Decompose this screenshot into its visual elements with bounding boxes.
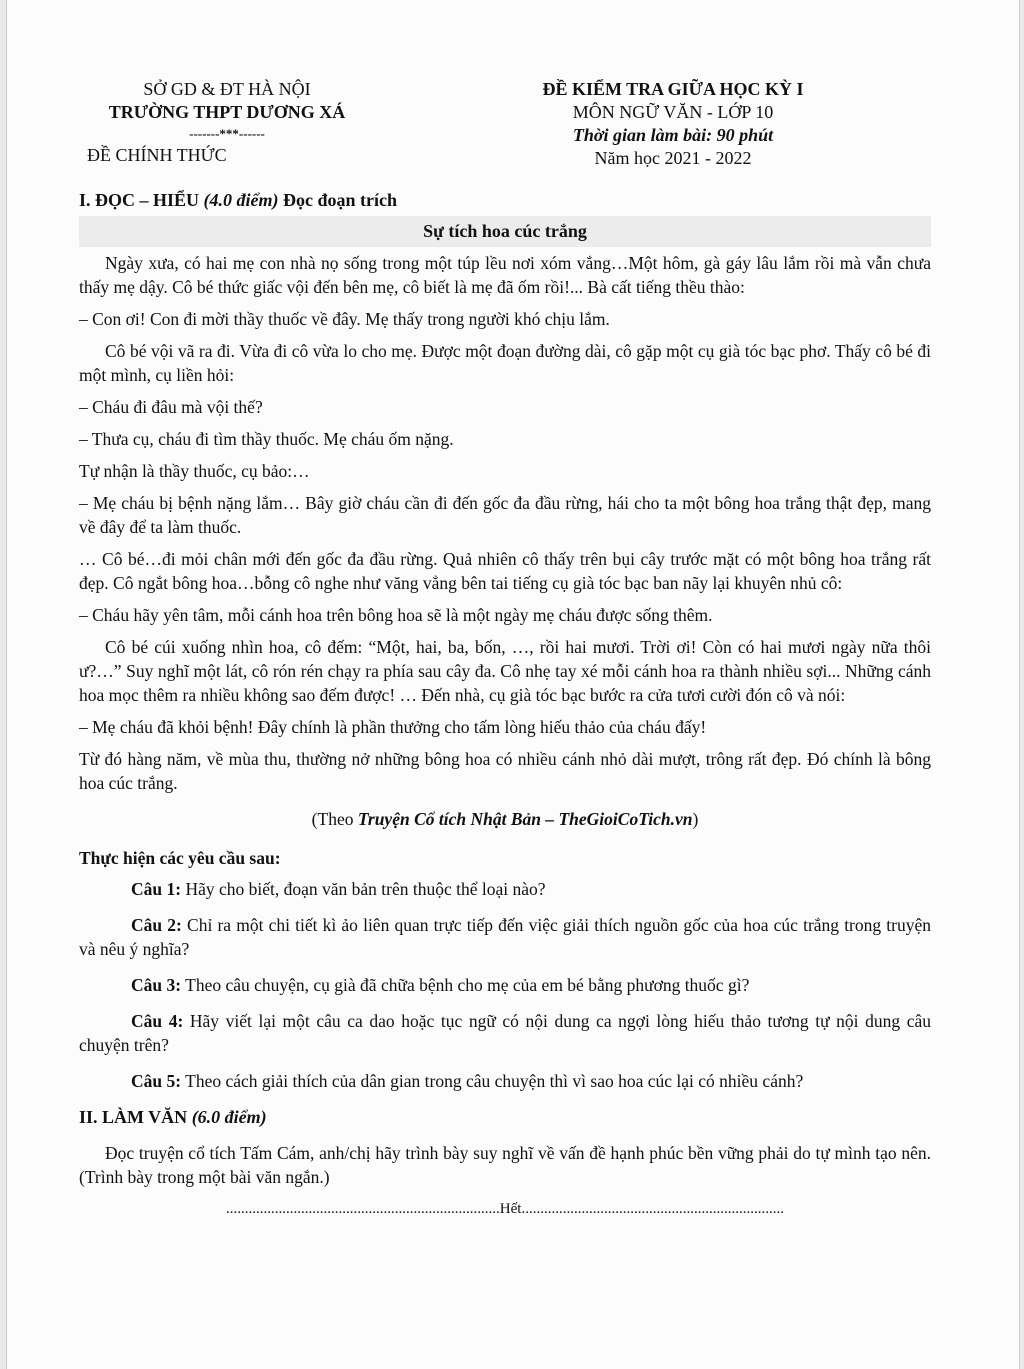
question-4	[79, 1009, 931, 1057]
question-1	[79, 877, 931, 901]
story-paragraph: Từ đó hàng năm, về mùa thu, thường nở những bông hoa có nhiều cánh nhỏ dài mượt, trông rất đẹp. Đó chính là bông hoa cúc trắng.	[79, 749, 931, 793]
duration-line: Thời gian làm bài: 90 phút	[572, 125, 774, 145]
school-name: TRƯỜNG THPT DƯƠNG XÁ	[108, 102, 346, 122]
question-3	[79, 973, 931, 997]
question-text: Theo câu chuyện, cụ già đã chữa bệnh cho mẹ của em bé bằng phương thuốc gì?	[181, 975, 750, 995]
question-label: Câu 3:	[131, 975, 182, 995]
source-prefix: (Theo	[311, 809, 358, 829]
section-1-instruction: Đọc đoạn trích	[283, 190, 397, 210]
story-source	[79, 809, 931, 830]
story-paragraph: Tự nhận là thầy thuốc, cụ bảo:…	[79, 461, 310, 481]
section-2-title: II. LÀM VĂN	[79, 1107, 188, 1127]
essay-prompt: Đọc truyện cổ tích Tấm Cám, anh/chị hãy trình bày suy nghĩ về vấn đề hạnh phúc bền vững phải do tự mình tạo nên. (Trình bày trong một bài văn ngắn.)	[79, 1143, 931, 1187]
official-label: ĐỀ CHÍNH THỨC	[87, 145, 227, 165]
story-paragraph: Ngày xưa, có hai mẹ con nhà nọ sống trong một túp lều nơi xóm vắng…Một hôm, gà gáy lâu lắm rồi mà vẫn chưa thấy mẹ dậy. Cô bé thức giấc vội đến bên mẹ, cô biết là mẹ đã ốm rồi!... Bà cất tiếng thều thào:	[79, 253, 931, 297]
tasks-heading: Thực hiện các yêu cầu sau:	[79, 848, 281, 868]
question-text: Hãy cho biết, đoạn văn bản trên thuộc thể loại nào?	[181, 879, 546, 899]
question-text: Theo cách giải thích của dân gian trong câu chuyện thì vì sao hoa cúc lại có nhiều cánh?	[181, 1071, 804, 1091]
header-divider: -------***------	[189, 126, 265, 141]
story-title: Sự tích hoa cúc trắng	[79, 216, 931, 247]
question-5	[79, 1069, 931, 1093]
question-text: Chỉ ra một chi tiết kì ảo liên quan trực tiếp đến việc giải thích nguồn gốc của hoa cúc trắng trong truyện và nêu ý nghĩa?	[79, 915, 931, 959]
story-paragraph: … Cô bé…đi mỏi chân mới đến gốc đa đầu rừng. Quả nhiên cô thấy trên bụi cây trước mặt có một bông hoa trắng rất đẹp. Cô ngắt bông hoa…bỗng cô nghe như văng vẳng bên tai tiếng cụ già tóc bạc ban nãy lại khuyên nhủ cô:	[79, 549, 931, 593]
story-paragraph: – Cháu đi đâu mà vội thế?	[79, 397, 263, 417]
exam-page	[6, 0, 1020, 1369]
story-paragraph: Cô bé cúi xuống nhìn hoa, cô đếm: “Một, hai, ba, bốn, …, rồi hai mươi. Trời ơi! Còn có hai mươi ngày nữa thôi ư?…” Suy nghĩ một lát, cô rón rén chạy ra phía sau cây đa. Cô nhẹ tay xé mỗi cánh hoa ra thành nhiều sợi... Những cánh hoa mọc thêm ra nhiều không sao đếm được! … Đến nhà, cụ già tóc bạc bước ra cửa tươi cười đón cô và nói:	[79, 637, 931, 705]
story-paragraph: – Mẹ cháu bị bệnh nặng lắm… Bây giờ cháu cần đi đến gốc đa đầu rừng, hái cho ta một bông hoa trắng thật đẹp, mang về đây để ta làm thuốc.	[79, 493, 931, 537]
story-paragraph: – Thưa cụ, cháu đi tìm thầy thuốc. Mẹ cháu ốm nặng.	[79, 429, 454, 449]
exam-title: ĐỀ KIỂM TRA GIỮA HỌC KỲ I	[542, 79, 804, 99]
question-text: Hãy viết lại một câu ca dao hoặc tục ngữ có nội dung ca ngợi lòng hiếu thảo tương tự nội dung câu chuyện trên?	[79, 1011, 932, 1055]
header-right	[375, 78, 931, 170]
header-left	[79, 78, 375, 170]
section-2-heading	[79, 1105, 931, 1129]
department-name: SỞ GD & ĐT HÀ NỘI	[143, 79, 311, 99]
source-suffix: )	[692, 809, 699, 829]
section-1-points: (4.0 điểm)	[203, 190, 279, 210]
question-label: Câu 5:	[131, 1071, 182, 1091]
story-paragraph: Cô bé vội vã ra đi. Vừa đi cô vừa lo cho mẹ. Được một đoạn đường dài, cô gặp một cụ già tóc bạc phơ. Thấy cô bé đi một mình, cụ liền hỏi:	[79, 341, 931, 385]
exam-header	[79, 78, 931, 170]
question-label: Câu 1:	[131, 879, 182, 899]
page-content	[79, 78, 931, 1218]
subject-line: MÔN NGỮ VĂN - LỚP 10	[572, 102, 774, 122]
section-2-points: (6.0 điểm)	[191, 1107, 267, 1127]
section-1-title: I. ĐỌC – HIỂU	[79, 190, 200, 210]
question-label: Câu 4:	[131, 1011, 184, 1031]
source-title: Truyện Cổ tích Nhật Bản – TheGioiCoTich.vn	[357, 809, 693, 829]
school-year: Năm học 2021 - 2022	[594, 148, 752, 168]
end-marker: .........................................................................Hết......................................................................	[226, 1201, 784, 1217]
story-paragraph: – Mẹ cháu đã khỏi bệnh! Đây chính là phần thưởng cho tấm lòng hiếu thảo của cháu đấy!	[79, 717, 707, 737]
story-paragraph: – Cháu hãy yên tâm, mỗi cánh hoa trên bông hoa sẽ là một ngày mẹ cháu được sống thêm.	[79, 605, 713, 625]
story-paragraph: – Con ơi! Con đi mời thầy thuốc về đây. Mẹ thấy trong người khó chịu lắm.	[79, 309, 610, 329]
question-2	[79, 913, 931, 961]
question-label: Câu 2:	[131, 915, 182, 935]
section-1-heading	[79, 188, 931, 212]
